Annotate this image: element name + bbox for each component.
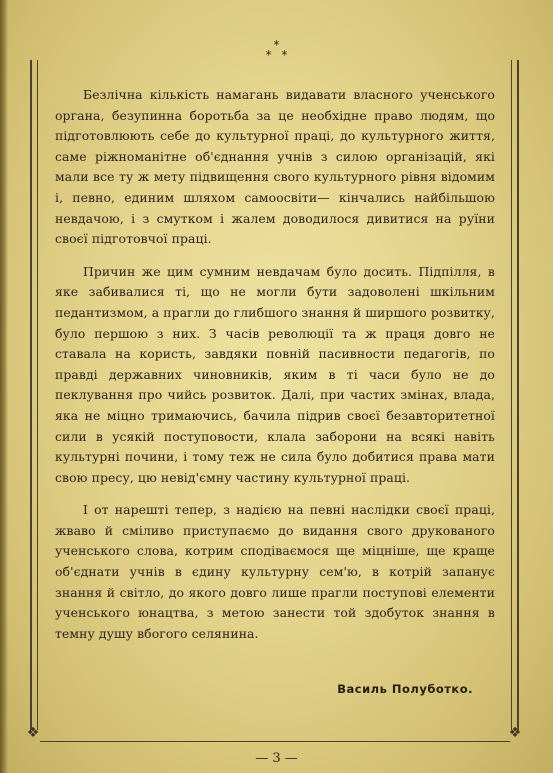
- paragraph-1: Безлічна кількість намагань видавати власного ученського органа, безупинна боротьба за це необхідне право людям, що підготовлюють себе до культурної праці, до культурного життя, саме ріжноманітне об'єднання учнів з силою організацій, які мали все ту ж мету підвищення свого культурного рівня відомим і, певно, единим шляхом самоосвіти— кінчались найбільшою невдачою, і з смутком і жалем доводилося дивитися на руїни своєї підготовчої праці.: [55, 87, 495, 247]
- bottom-right-ornament-icon: ❖: [508, 725, 522, 741]
- paragraph-2: Причин же цим сумним невдачам було досить. Підпілля, в яке забивалися ті, що не могли бути задоволені шкільним педантизмом, а прагли до глибшого знання й ширшого розвитку, було першою з них. З часів революції та ж праця довго не ставала на користь, завдяки повній пасивности педагогів, по правді державних чиновників, яким в ті часи було не до пеклування про чийсь розвиток. Далі, при частих змінах, влада, яка не міцно тримаючись, бачила підрив своєї безавторитетної сили в усякій поступовости, клала заборони на всякі навіть культурні почини, і тому теж не сила було добитися права мати свою пресу, цю невід'ємну частину культурної праці.: [55, 263, 495, 485]
- right-border-rule: [511, 60, 519, 730]
- author-signature: Василь Полуботко.: [337, 682, 473, 696]
- paragraph-3: І от нарешті тепер, з надією на певні наслідки своєї праці, жваво й сміливо приступаємо до видання свого друкованого ученського слова, котрим сподіваємося ще міцніше, ще краще об'єднати учнів в єдину культурну сем'ю, в котрій запанує знання й світло, до якого довго лише прагли поступові елементи ученського юнацтва, з метою занести той здобуток знання в темну душу вбогого селянина.: [55, 502, 495, 641]
- page-number: — 3 —: [255, 751, 298, 766]
- asterism-ornament: [0, 40, 553, 60]
- asterism-bottom: * *: [265, 48, 288, 62]
- bottom-border-rule: [40, 741, 510, 742]
- article-body: [55, 85, 495, 656]
- left-border-rule: [30, 60, 38, 730]
- book-spine-shadow: [0, 0, 8, 773]
- asterism-top: *: [273, 38, 280, 52]
- bottom-left-ornament-icon: ❖: [26, 725, 40, 741]
